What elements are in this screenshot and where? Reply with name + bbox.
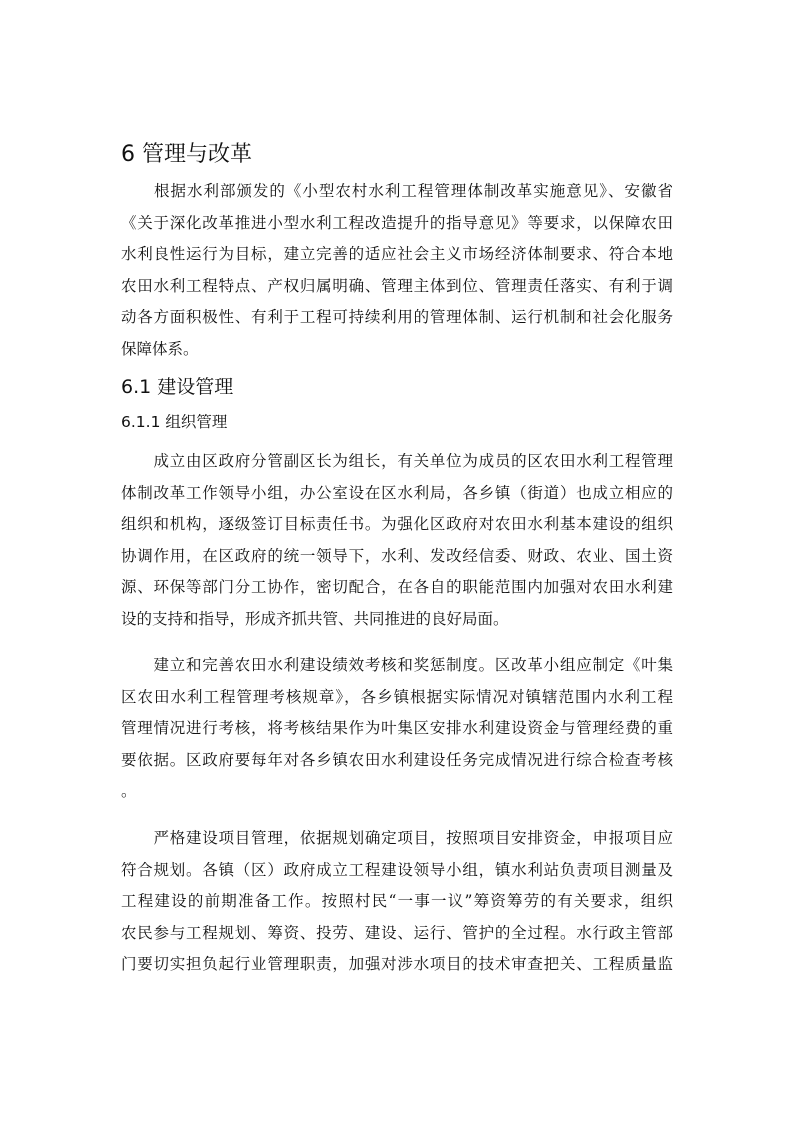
paragraph-organization xyxy=(121,446,673,636)
text-line: 保障体系。 xyxy=(121,339,199,358)
text-line: 建立和完善农田水利建设绩效考核和奖惩制度。区改革小组应制定《叶集 xyxy=(121,656,673,674)
text-line: 动各方面积极性、有利于工程可持续利用的管理体制、运行机制和社会化服务 xyxy=(121,308,673,327)
text-line: 组织和机构，逐级签订目标责任书。为强化区政府对农田水利基本建设的组织 xyxy=(121,515,673,534)
section-title: 6 管理与改革 xyxy=(121,142,252,167)
text-line: 农田水利工程特点、产权归属明确、管理主体到位、管理责任落实、有利于调 xyxy=(121,276,673,295)
text-line: 管理情况进行考核，将考核结果作为叶集区安排水利建设资金与管理经费的重 xyxy=(121,719,673,738)
text-line: 严格建设项目管理，依据规划确定项目，按照项目安排资金，申报项目应 xyxy=(121,829,673,847)
text-line: 工程建设的前期准备工作。按照村民“一事一议”筹资筹劳的有关要求，组织 xyxy=(121,892,673,911)
text-line: 水利良性运行为目标，建立完善的适应社会主义市场经济体制要求、符合本地 xyxy=(121,245,673,264)
text-line: 区农田水利工程管理考核规章》，各乡镇根据实际情况对镇辖范围内水利工程 xyxy=(121,687,673,706)
text-line: 门要切实担负起行业管理职责，加强对涉水项目的技术审查把关、工程质量监 xyxy=(121,955,673,974)
text-line: 协调作用，在区政府的统一领导下，水利、发改经信委、财政、农业、国土资 xyxy=(121,546,673,565)
text-line: 。 xyxy=(121,782,137,801)
text-line: 《关于深化改革推进小型水利工程改造提升的指导意见》等要求，以保障农田 xyxy=(121,213,673,232)
intro-paragraph xyxy=(121,176,673,366)
subsubsection-title: 6.1.1 组织管理 xyxy=(121,413,228,431)
text-line: 设的支持和指导，形成齐抓共管、共同推进的良好局面。 xyxy=(121,609,509,628)
text-line: 源、环保等部门分工协作，密切配合，在各自的职能范围内加强对农田水利建 xyxy=(121,578,673,597)
text-line: 符合规划。各镇（区）政府成立工程建设领导小组，镇水利站负责项目测量及 xyxy=(121,860,673,879)
text-line: 成立由区政府分管副区长为组长，有关单位为成员的区农田水利工程管理 xyxy=(121,452,673,470)
paragraph-project-management xyxy=(121,823,673,981)
paragraph-assessment xyxy=(121,650,673,808)
text-line: 农民参与工程规划、筹资、投劳、建设、运行、管护的全过程。水行政主管部 xyxy=(121,923,673,942)
text-line: 体制改革工作领导小组，办公室设在区水利局，各乡镇（街道）也成立相应的 xyxy=(121,483,673,502)
subsection-title: 6.1 建设管理 xyxy=(121,376,234,398)
text-line: 根据水利部颁发的《小型农村水利工程管理体制改革实施意见》、安徽省 xyxy=(121,182,673,200)
text-line: 要依据。区政府要每年对各乡镇农田水利建设任务完成情况进行综合检查考核 xyxy=(121,750,673,769)
